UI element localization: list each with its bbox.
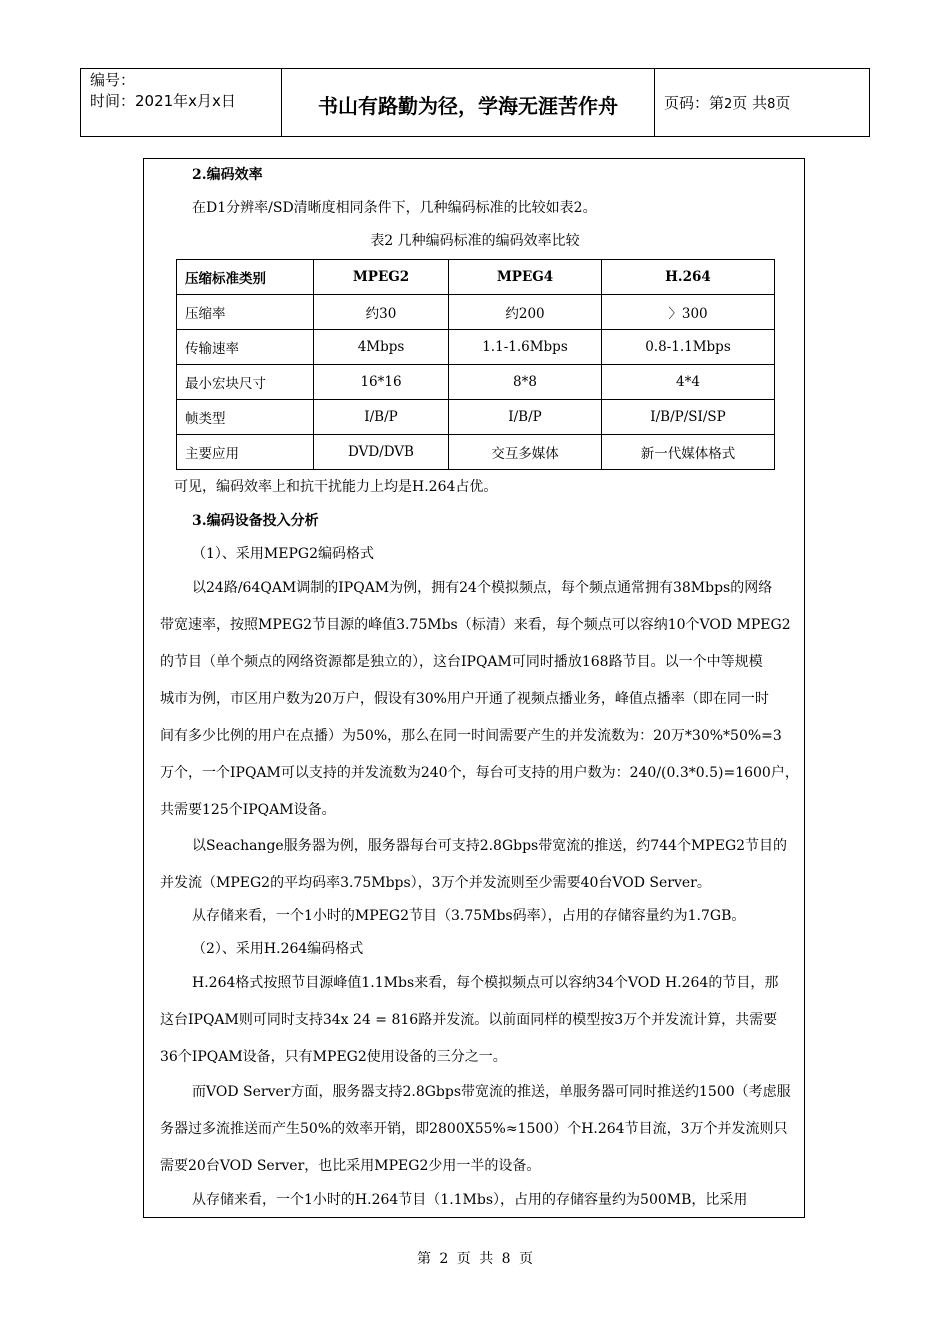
document-time-label: 时间：2021年x月x日	[90, 92, 236, 110]
table-header-cell: H.264	[602, 260, 775, 295]
table-caption: 表2 几种编码标准的编码效率比较	[370, 233, 580, 249]
header-divider	[654, 68, 655, 136]
header-divider	[80, 68, 81, 136]
paragraph-line: 共需要125个IPQAM设备。	[160, 802, 336, 818]
table-header-cell: 压缩标准类别	[177, 260, 314, 295]
table-cell: I/B/P	[314, 400, 449, 435]
table-cell: 帧类型	[177, 400, 314, 435]
paragraph-line: 以Seachange服务器为例，服务器每台可支持2.8Gbps带宽流的推送，约744个MPEG2节目的	[192, 838, 788, 854]
table-header-cell: MPEG4	[449, 260, 602, 295]
paragraph-line: H.264格式按照节目源峰值1.1Mbs来看，每个模拟频点可以容纳34个VOD H.264的节目，那	[192, 975, 779, 991]
table-row	[177, 365, 775, 400]
paragraph-line: 间有多少比例的用户在点播）为50%，那么在同一时间需要产生的并发流数为：20万*30%*50%=3	[160, 728, 782, 744]
header-bottom-rule	[80, 136, 870, 137]
header-top-rule	[80, 68, 870, 69]
paragraph-line: 并发流（MPEG2的平均码率3.75Mbps），3万个并发流则至少需要40台VOD Server。	[160, 875, 711, 891]
paragraph-line: 从存储来看，一个1小时的H.264节目（1.1Mbs），占用的存储容量约为500MB，比采用	[192, 1192, 748, 1208]
page-mid: 页 共	[732, 94, 768, 112]
header-motto: 书山有路勤为径，学海无涯苦作舟	[318, 94, 618, 118]
paragraph-line: 这台IPQAM则可同时支持34x 24 = 816路并发流。以前面同样的模型按3万个并发流计算，共需要	[160, 1012, 778, 1028]
table-cell: 交互多媒体	[449, 435, 602, 470]
page-suffix: 页	[775, 94, 791, 112]
paragraph-line: 以24路/64QAM调制的IPQAM为例，拥有24个模拟频点，每个频点通常拥有38Mbps的网络	[192, 580, 773, 596]
header-divider	[869, 68, 870, 136]
paragraph-line: 城市为例，市区用户数为20万户，假设有30%用户开通了视频点播业务，峰值点播率（即在同一时	[160, 691, 769, 707]
document-number-label: 编号：	[90, 71, 136, 89]
section-3-heading: 3.编码设备投入分析	[192, 513, 319, 529]
comparison-table	[176, 259, 775, 470]
table-cell: 8*8	[449, 365, 602, 400]
table-cell: 传输速率	[177, 330, 314, 365]
subsection-1-heading: （1）、采用MEPG2编码格式	[192, 546, 374, 562]
page-current: 2	[724, 97, 733, 112]
table-cell: 主要应用	[177, 435, 314, 470]
table-cell: 1.1-1.6Mbps	[449, 330, 602, 365]
header-info	[90, 70, 275, 112]
paragraph-line: 的节目（单个频点的网络资源都是独立的），这台IPQAM可同时播放168路节目。以一个中等规模	[160, 654, 763, 670]
table-cell: 最小宏块尺寸	[177, 365, 314, 400]
table-cell: I/B/P	[449, 400, 602, 435]
page-total: 8	[767, 97, 776, 112]
table-conclusion: 可见，编码效率上和抗干扰能力上均是H.264占优。	[174, 479, 498, 495]
table-cell: 16*16	[314, 365, 449, 400]
subsection-2-heading: （2）、采用H.264编码格式	[192, 941, 364, 957]
table-row	[177, 330, 775, 365]
section-2-heading: 2.编码效率	[192, 167, 263, 183]
paragraph-line: 需要20台VOD Server，也比采用MPEG2少用一半的设备。	[160, 1158, 541, 1174]
paragraph-line: 带宽速率，按照MPEG2节目源的峰值3.75Mbs（标清）来看，每个频点可以容纳10个VOD MPEG2	[160, 617, 791, 633]
table-cell: DVD/DVB	[314, 435, 449, 470]
table-cell: 约30	[314, 295, 449, 330]
header-page-info	[664, 92, 790, 113]
table-cell: 新一代媒体格式	[602, 435, 775, 470]
table-cell: 约200	[449, 295, 602, 330]
table-row	[177, 435, 775, 470]
page-prefix: 页码：第	[664, 94, 725, 112]
table-cell: 4Mbps	[314, 330, 449, 365]
paragraph-line: 务器过多流推送而产生50%的效率开销，即2800X55%≈1500）个H.264节目流，3万个并发流则只	[160, 1121, 788, 1137]
table-header-row	[177, 260, 775, 295]
section-2-intro: 在D1分辨率/SD清晰度相同条件下，几种编码标准的比较如表2。	[192, 200, 597, 216]
table-row	[177, 400, 775, 435]
paragraph-line: 而VOD Server方面，服务器支持2.8Gbps带宽流的推送，单服务器可同时推送约1500（考虑服	[192, 1084, 791, 1100]
table-cell: 压缩率	[177, 295, 314, 330]
table-cell: 4*4	[602, 365, 775, 400]
table-row	[177, 295, 775, 330]
paragraph-line: 36个IPQAM设备，只有MPEG2使用设备的三分之一。	[160, 1049, 507, 1065]
page-footer: 第 2 页 共 8 页	[416, 1251, 534, 1267]
paragraph-line: 万个，一个IPQAM可以支持的并发流数为240个，每台可支持的用户数为：240/(0.3*0.5)=1600户，	[160, 765, 799, 781]
table-cell: 0.8-1.1Mbps	[602, 330, 775, 365]
table-cell: 〉300	[602, 295, 775, 330]
table-header-cell: MPEG2	[314, 260, 449, 295]
table-cell: I/B/P/SI/SP	[602, 400, 775, 435]
paragraph-line: 从存储来看，一个1小时的MPEG2节目（3.75Mbs码率），占用的存储容量约为1.7GB。	[192, 908, 746, 924]
